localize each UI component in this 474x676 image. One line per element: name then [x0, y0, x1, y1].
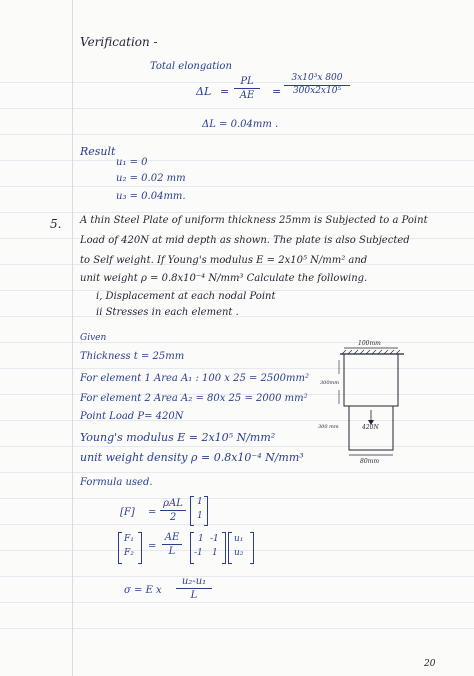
eq-fraction-pl-ae: PL AE [234, 76, 260, 101]
elongation-result: ΔL = 0.04mm . [202, 119, 279, 130]
given-thickness: Thickness t = 25mm [80, 351, 185, 362]
given-youngs-modulus: Young's modulus E = 2x10⁵ N/mm² [80, 431, 276, 444]
given-unit-weight: unit weight density ρ = 0.8x10⁻⁴ N/mm³ [80, 451, 304, 464]
formula1-vector-bracket-left [190, 496, 194, 526]
formula-heading: Formula used. [80, 477, 153, 488]
formula1-lhs: [F] [120, 507, 135, 518]
formula2-matrix-bracket-right [222, 532, 226, 564]
problem-number: 5. [50, 217, 62, 231]
formula1-fraction: ρAL 2 [160, 498, 186, 523]
given-element-1: For element 1 Area A₁ : 100 x 25 = 2500mm² [80, 373, 309, 384]
element-2-height-label: 300 mm [318, 424, 339, 430]
bottom-width-label: 80mm [360, 458, 380, 465]
result-u1: u₁ = 0 [116, 157, 148, 168]
problem-item-1: i, Displacement at each nodal Point [96, 291, 276, 302]
formula3-fraction: u₂-u₁ L [176, 576, 212, 601]
given-heading: Given [80, 333, 107, 343]
formula2-force-bracket-left [118, 532, 122, 564]
problem-line-4: unit weight ρ = 0.8x10⁻⁴ N/mm³ Calculate the following. [80, 273, 368, 284]
element-1-plate [344, 354, 398, 406]
problem-line-1: A thin Steel Plate of uniform thickness 25mm is Subjected to a Point [80, 215, 428, 226]
given-element-2: For element 2 Area A₂ = 80x 25 = 2000 mm² [80, 393, 308, 404]
formula2-matrix-21: -1 [194, 548, 203, 558]
formula3-lhs: σ = E x [124, 585, 162, 596]
result-heading: Result [80, 145, 116, 158]
plate-figure [318, 336, 410, 466]
notebook-page: Verification - Total elongation ΔL = PL AE = 3x10³x 800 300x2x10⁵ ΔL = 0.04mm . Result u₁ = 0 u₂ = 0.02 mm u₃ = 0.04mm. 5. A thin Steel Plate of uniform thickness 25mm is Subjected to a Point Load of 420N at mid depth as shown. The plate is also Subjected to Self weight. If Young's modulus E = 2x10⁵ N/mm² and unit weight ρ = 0.8x10⁻⁴ N/mm³ Calculate the following. i, Displacement at each nodal Point ii Stresses in each element . Given Thickness t = 25mm For element 1 Area A₁ : 100 x 25 = 2500mm² For element 2 Area A₂ = 80x 25 = 2000 mm² Point Load P= 420N Young's modulus E = 2x10⁵ N/mm² unit weight density ρ = 0.8x10⁻⁴ N/mm³ Formula used. 100mm 300mm 300 mm 420N 80mm [F] = ρAL 2 1 1 F₁ F₂ = AE L 1 -1 -1 1 u₁ u₂ σ = E x u₂-u₁ L 20 [0, 0, 474, 676]
formula2-matrix-11: 1 [198, 534, 204, 544]
given-point-load: Point Load P= 420N [80, 411, 184, 422]
top-width-label: 100mm [358, 340, 381, 347]
formula2-matrix-22: 1 [212, 548, 218, 558]
formula1-vector-top: 1 [197, 497, 203, 507]
formula2-disp-bracket-left [228, 532, 232, 564]
formula2-matrix-12: -1 [210, 534, 219, 544]
load-label: 420N [362, 424, 379, 431]
formula2-fraction: AE L [162, 532, 182, 557]
support-hatch [342, 350, 400, 354]
total-elongation-label: Total elongation [150, 61, 232, 72]
problem-line-2: Load of 420N at mid depth as shown. The plate is also Subjected [80, 235, 410, 246]
result-u3: u₃ = 0.04mm. [116, 191, 186, 202]
formula1-vector-bottom: 1 [197, 511, 203, 521]
result-u2: u₂ = 0.02 mm [116, 173, 186, 184]
formula2-force-bracket-right [138, 532, 142, 564]
formula2-disp-top: u₁ [234, 534, 244, 544]
formula2-force-top: F₁ [124, 534, 134, 544]
problem-line-3: to Self weight. If Young's modulus E = 2x10⁵ N/mm² and [80, 255, 368, 266]
formula2-force-bottom: F₂ [124, 548, 134, 558]
formula2-disp-bottom: u₂ [234, 548, 244, 558]
problem-item-2: ii Stresses in each element . [96, 307, 239, 318]
margin-line [72, 0, 73, 676]
eq-lhs: ΔL [196, 85, 212, 98]
formula1-vector-bracket-right [204, 496, 208, 526]
element-1-height-label: 300mm [320, 380, 340, 386]
verification-heading: Verification - [80, 35, 158, 49]
eq-fraction-values: 3x10³x 800 300x2x10⁵ [284, 74, 350, 97]
formula2-disp-bracket-right [250, 532, 254, 564]
page-number: 20 [424, 659, 436, 669]
